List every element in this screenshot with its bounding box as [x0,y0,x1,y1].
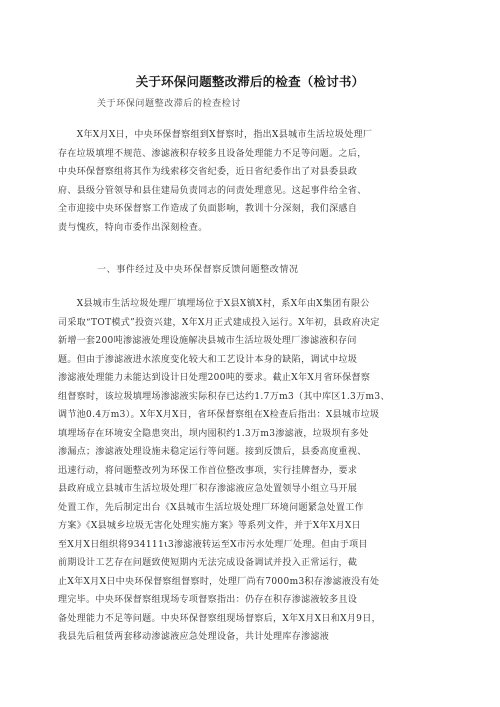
document-subtitle: 关于环保问题整改滞后的检查检讨 [97,99,242,109]
paragraph-1 [58,126,442,237]
paragraph-1-line: 府、县级分管领导和县住建局负责同志的问责处理意见。这起事件给全省、 [58,185,367,196]
paragraph-2-line: 县政府成立县城市生活垃圾处理厂积存渗滤液应急处置领导小组立马开展 [58,484,358,494]
paragraph-2-line: 渗漏点；渗滤液处理设施未稳定运行等问题。接到反馈后，县委高度重视、 [58,447,367,457]
paragraph-1-line: 责与愧疚，特向市委作出深刻检查。 [58,222,208,233]
paragraph-2-line: 新增一套200吨渗滤液处理设施解决县城市生活垃圾处理厂渗滤液积存问 [58,336,357,346]
paragraph-2-line: 调节池0.4万m3）。X年X月X日，省环保督察组在X检查后指出：X县城市垃圾 [58,410,380,420]
paragraph-2-line: 止X年X月X日中央环保督察组督察时，处理厂尚有7000m3积存渗滤液没有处 [58,576,380,587]
paragraph-1-line: 存在垃圾填埋不规范、渗滤液积存较多且设备处理能力不足等问题。之后， [58,148,367,159]
paragraph-2-line: 司采取“TOT模式”投资兴建，X年X月正式建成投入运行。X年初，县政府决定 [58,317,380,328]
paragraph-1-line: X年X月X日，中央环保督察组到X督察时，指出X县城市生活垃圾处理厂 [58,130,373,140]
paragraph-2-line: 渗滤液处理能力未能达到设计日处理200吨的要求。截止X年X月省环保督察 [58,373,371,383]
paragraph-1-line: 中央环保督察组将其作为线索移交省纪委，近日省纪委作出了对县委县政 [58,167,358,177]
paragraph-2-line: 理完毕。中央环保督察组现场专项督察指出：仍存在积存渗滤液较多且设 [58,595,358,605]
paragraph-2-line: 填埋场存在环境安全隐患突出，坝内囤积约1.3万m3渗滤液，垃圾坝有多处 [58,428,369,439]
paragraph-2-line: 题。但由于渗滤液进水浓度变化较大和工艺设计本身的缺陷，调试中垃圾 [58,354,358,365]
section-heading: 一、事件经过及中央环保督察反馈问题整改情况 [97,265,299,275]
paragraph-2-line: 迅速行动，将问题整改列为环保工作首位整改事项，实行挂牌督办，要求 [58,465,358,476]
paragraph-2-line: 备处理能力不足等问题。中央环保督察组现场督察后，X年X月X日和X月9日， [58,613,381,624]
paragraph-2-line: 方案》《X县城乡垃圾无害化处理实施方案》等系列文件，并于X年X月X日 [58,521,362,531]
paragraph-2 [58,295,442,647]
paragraph-2-line: 处置工作，先后制定出台《X县城市生活垃圾处理厂环境问题紧急处置工作 [58,502,364,513]
paragraph-2-line: 我县先后租赁两套移动渗滤液应急处理设备，共计处理库存渗滤液 [58,632,330,642]
document-title: 关于环保问题整改滞后的检查（检讨书） [135,74,365,89]
paragraph-2-line: 前期设计工艺存在问题致使短期内无法完成设备调试并投入正常运行，截 [58,558,358,568]
paragraph-2-line: 至X月X日组织将934111ι3渗滤液转运至X市污水处理厂处理。但由于项目 [58,539,368,550]
paragraph-1-line: 全市迎接中央环保督察工作造成了负面影响，教训十分深刻，我们深感自 [58,204,358,214]
paragraph-2-line: X县城市生活垃圾处理厂填埋场位于X县X镇X村，系X年由X集团有限公 [58,299,370,309]
paragraph-2-line: 组督察时，该垃圾填埋场渗滤液实际积存已达约1.7万m3（其中库区1.3万m3、 [58,391,390,402]
